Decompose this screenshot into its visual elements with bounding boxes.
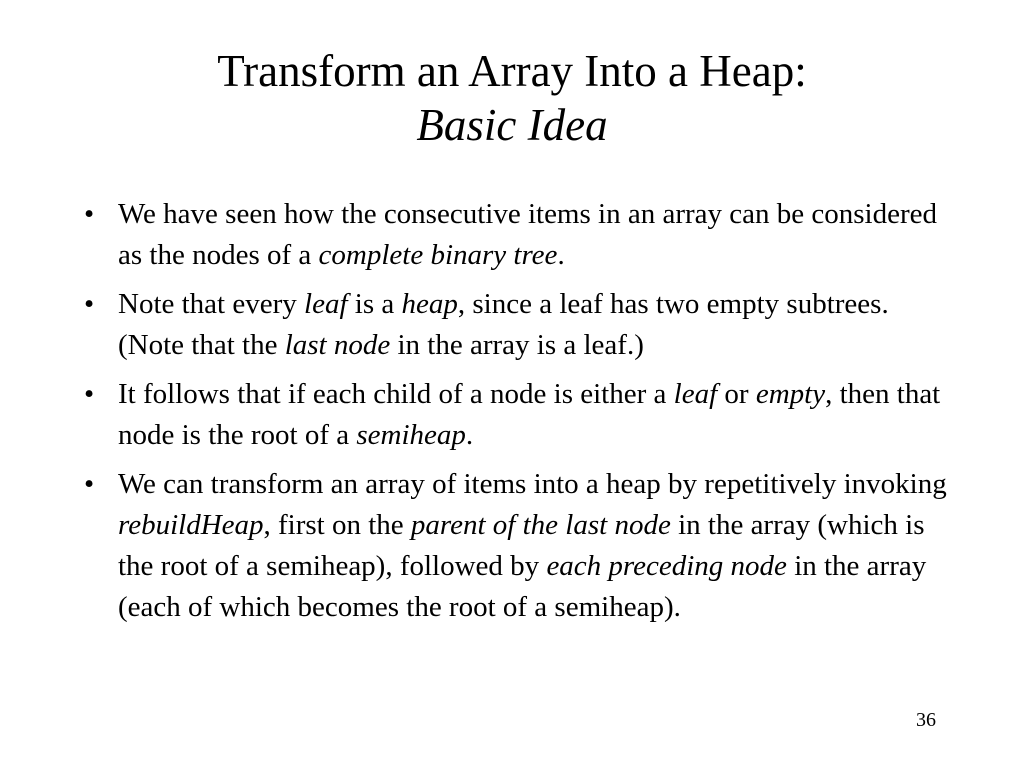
bullet-text (118, 284, 954, 366)
bullet-text-segment: . (557, 239, 565, 271)
emphasized-term: semiheap (356, 419, 466, 451)
bullet-text-segment: , then that node is the root of a (118, 378, 941, 451)
emphasized-term: last node (284, 329, 391, 361)
bullet-marker: • (84, 198, 95, 230)
page-number: 36 (916, 709, 936, 731)
bullet-text (118, 194, 954, 276)
bullet-text-segment: or (717, 378, 756, 410)
bullet-item (84, 194, 954, 276)
emphasized-term: empty (755, 378, 826, 410)
bullet-text-segment: in the array (each of which becomes the root of a semiheap). (118, 550, 927, 623)
emphasized-term: rebuildHeap (118, 509, 264, 541)
bullet-text (118, 464, 954, 628)
title-subtitle: Basic Idea (416, 100, 608, 150)
slide-title (0, 44, 1024, 152)
emphasized-term: leaf (673, 378, 718, 410)
bullet-item (84, 374, 954, 456)
title-main: Transform an Array Into a Heap: (217, 46, 807, 96)
emphasized-term: leaf (304, 288, 348, 320)
bullet-marker: • (84, 288, 95, 320)
bullet-text-segment: in the array is a leaf.) (390, 329, 644, 361)
bullet-text-segment: It follows that if each child of a node is either a (118, 378, 674, 410)
bullet-text (118, 374, 954, 456)
emphasized-term: each preceding node (546, 550, 787, 582)
bullet-text-segment: , first on the (263, 509, 411, 541)
bullet-text-segment: We have seen how the consecutive items in an array can be considered as the nodes of a (118, 198, 937, 271)
bullet-marker: • (84, 378, 95, 410)
bullet-text-segment: , since a leaf has two empty subtrees. (Note that the (118, 288, 889, 361)
emphasized-term: parent of the last node (410, 509, 671, 541)
emphasized-term: heap (401, 288, 458, 320)
bullet-item (84, 284, 954, 366)
bullet-marker: • (84, 468, 95, 500)
bullet-list (84, 194, 954, 636)
bullet-item (84, 464, 954, 628)
bullet-text-segment: is a (347, 288, 402, 320)
bullet-text-segment: We can transform an array of items into a heap by repetitively invoking (118, 468, 947, 500)
bullet-text-segment: . (465, 419, 474, 451)
emphasized-term: complete binary tree (318, 239, 558, 271)
bullet-text-segment: Note that every (118, 288, 305, 320)
bullet-text-segment: in the array (which is the root of a semiheap), followed by (118, 509, 925, 582)
